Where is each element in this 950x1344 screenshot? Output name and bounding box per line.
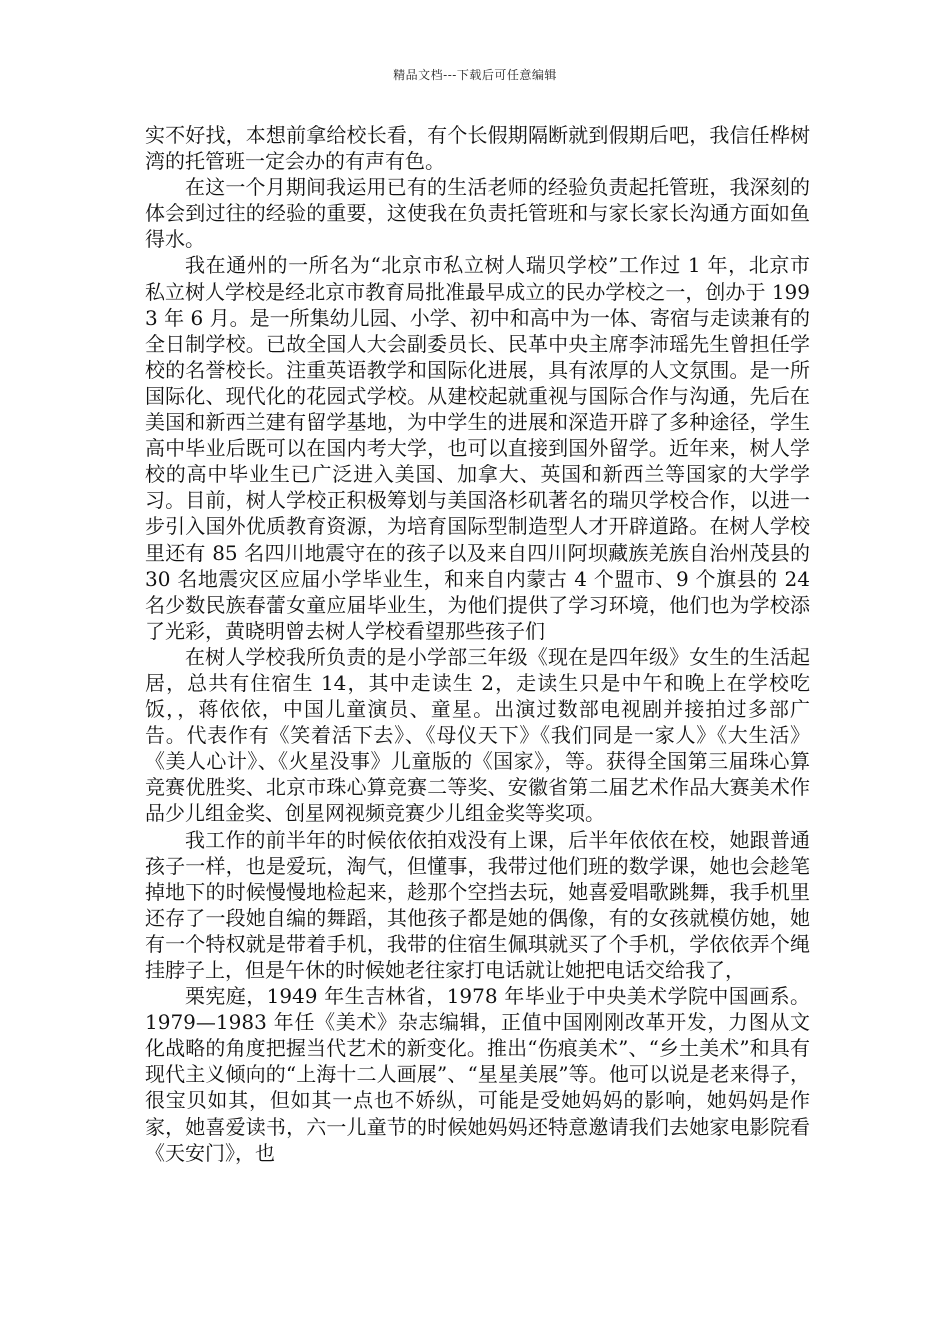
page-header: 精品文档---下载后可任意编辑 (393, 68, 557, 82)
paragraph: 在这一个月期间我运用已有的生活老师的经验负责起托管班，我深刻的体会到过往的经验的重要，这使我在负责托管班和与家长家长沟通方面如鱼得水。 (145, 175, 810, 252)
paragraph: 在树人学校我所负责的是小学部三年级《现在是四年级》女生的生活起居，总共有住宿生 14，其中走读生 2，走读生只是中午和晚上在学校吃饭，，蒋依依，中国儿童演员、童星。出演过数部电视剧并接拍过多部广告。代表作有《笑着活下去》、《母仪天下》《我们同是一家人》《大生活》《美人心计》、《火星没事》儿童版的《国家》，等。获得全国第三届珠心算竞赛优胜奖、北京市珠心算竞赛二等奖、安徽省第二届艺术作品大赛美术作品少儿组金奖、创星网视频竞赛少儿组金奖等奖项。 (145, 644, 810, 826)
paragraph: 实不好找，本想前拿给校长看，有个长假期隔断就到假期后吧，我信任桦树湾的托管班一定会办的有声有色。 (145, 123, 810, 174)
paragraph: 栗宪庭，1949 年生吉林省，1978 年毕业于中央美术学院中国画系。1979—1983 年任《美术》杂志编辑，正值中国刚刚改革开发，力图从文化战略的角度把握当代艺术的新变化。推出“伤痕美术”、“乡土美术”和具有现代主义倾向的“上海十二人画展”、“星星美展”等。他可以说是老来得子，很宝贝如其，但如其一点也不娇纵，可能是受她妈妈的影响，她妈妈是作家，她喜爱读书，六一儿童节的时候她妈妈还特意邀请我们去她家电影院看《天安门》，也 (145, 984, 810, 1165)
paragraph: 我在通州的一所名为“北京市私立树人瑞贝学校”工作过 1 年，北京市私立树人学校是经北京市教育局批准最早成立的民办学校之一，创办于 1993 年 6 月。是一所集幼儿园、小学、初中和高中为一体、寄宿与走读兼有的全日制学校。已故全国人大会副委员长、民革中央主席李沛瑶先生曾担任学校的名誉校长。注重英语教学和国际化进展，具有浓厚的人文氛围。是一所国际化、现代化的花园式学校。从建校起就重视与国际合作与沟通，先后在美国和新西兰建有留学基地，为中学生的进展和深造开辟了多种途径，学生高中毕业后既可以在国内考大学，也可以直接到国外留学。近年来，树人学校的高中毕业生已广泛进入美国、加拿大、英国和新西兰等国家的大学学习。目前，树人学校正积极筹划与美国洛杉矶著名的瑞贝学校合作，以进一步引入国外优质教育资源，为培育国际型制造型人才开辟道路。在树人学校里还有 85 名四川地震守在的孩子以及来自四川阿坝藏族羌族自治州茂县的 30 名地震灾区应届小学毕业生，和来自内蒙古 4 个盟市、9 个旗县的 24 名少数民族春蕾女童应届毕业生，为他们提供了学习环境，他们也为学校添了光彩，黄晓明曾去树人学校看望那些孩子们 (145, 253, 810, 643)
paragraph: 我工作的前半年的时候依依拍戏没有上课，后半年依依在校，她跟普通孩子一样，也是爱玩，淘气，但懂事，我带过他们班的数学课，她也会趁笔掉地下的时候慢慢地检起来，趁那个空挡去玩，她喜爱唱歌跳舞，我手机里还存了一段她自编的舞蹈，其他孩子都是她的偶像，有的女孩就模仿她，她有一个特权就是带着手机，我带的住宿生佩琪就买了个手机，学依依弄个绳挂脖子上，但是午休的时候她老往家打电话就让她把电话交给我了， (145, 827, 810, 982)
document-body (145, 122, 810, 1166)
